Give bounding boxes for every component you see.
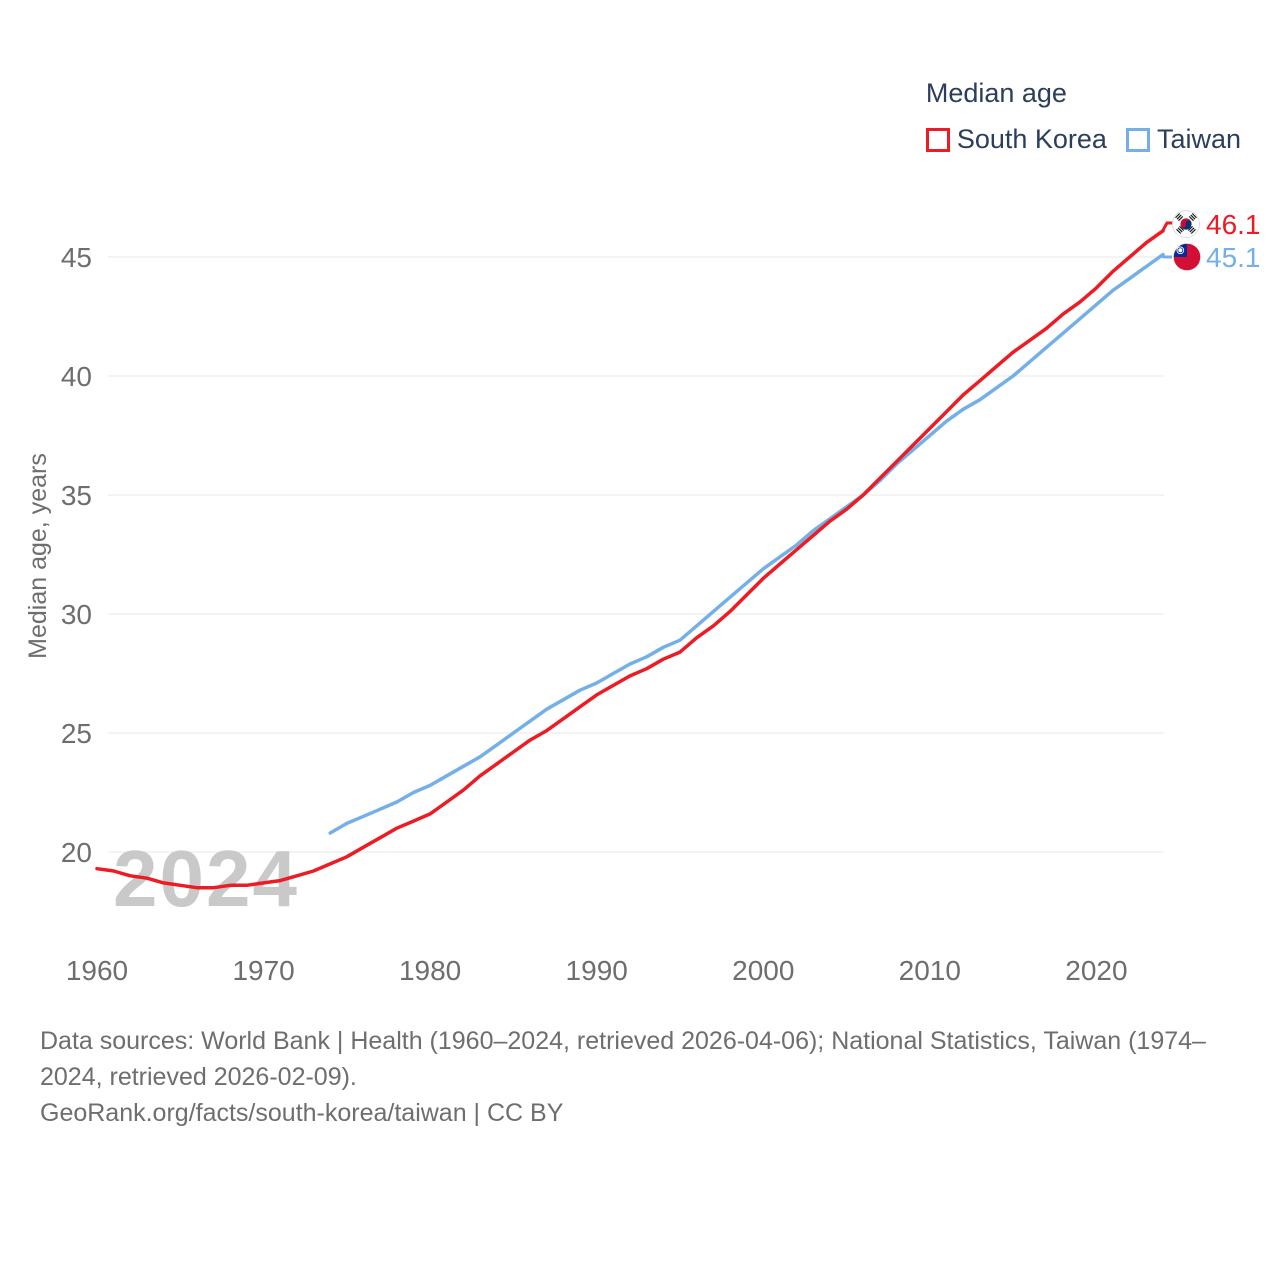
x-tick-1960: 1960 <box>65 955 129 986</box>
y-axis-title: Median age, years <box>24 453 52 659</box>
y-tick-30: 30 <box>60 599 92 630</box>
south-korea-end-value: 46.1 <box>1206 209 1261 240</box>
south-korea-flag-icon <box>1173 211 1200 238</box>
y-tick-20: 20 <box>60 837 92 868</box>
y-tick-25: 25 <box>60 718 92 749</box>
y-tick-40: 40 <box>60 361 92 392</box>
taiwan-end-value: 45.1 <box>1206 242 1261 273</box>
taiwan-flag-icon <box>1174 244 1201 271</box>
x-tick-2010: 2010 <box>898 955 961 986</box>
legend-title: Median age <box>925 78 1067 108</box>
watermark-year: 2024 <box>113 834 299 923</box>
south-korea-line[interactable] <box>97 231 1163 888</box>
x-tick-1990: 1990 <box>565 955 628 986</box>
legend-label-south-korea: South Korea <box>956 124 1107 154</box>
series-lines <box>97 231 1163 888</box>
data-sources-text: Data sources: World Bank | Health (1960–2024, retrieved 2026-04-06); National Statistics, Taiwan (1974–2024, retrieved 2026-02-09). <box>40 1027 1206 1091</box>
x-tick-1980: 1980 <box>398 955 462 986</box>
south-korea-leader-line <box>1162 223 1173 232</box>
x-tick-1970: 1970 <box>232 955 295 986</box>
x-axis <box>66 955 1128 986</box>
x-tick-2000: 2000 <box>732 955 795 986</box>
footer <box>40 1023 1250 1131</box>
taiwan-line[interactable] <box>330 255 1163 833</box>
x-tick-2020: 2020 <box>1065 955 1128 986</box>
taiwan-leader-line <box>1160 256 1172 257</box>
y-axis <box>61 242 1164 868</box>
legend-label-taiwan: Taiwan <box>1156 124 1241 154</box>
y-tick-45: 45 <box>60 242 92 273</box>
attribution-text: GeoRank.org/facts/south-korea/taiwan | CC BY <box>40 1099 564 1127</box>
y-tick-35: 35 <box>60 480 92 511</box>
